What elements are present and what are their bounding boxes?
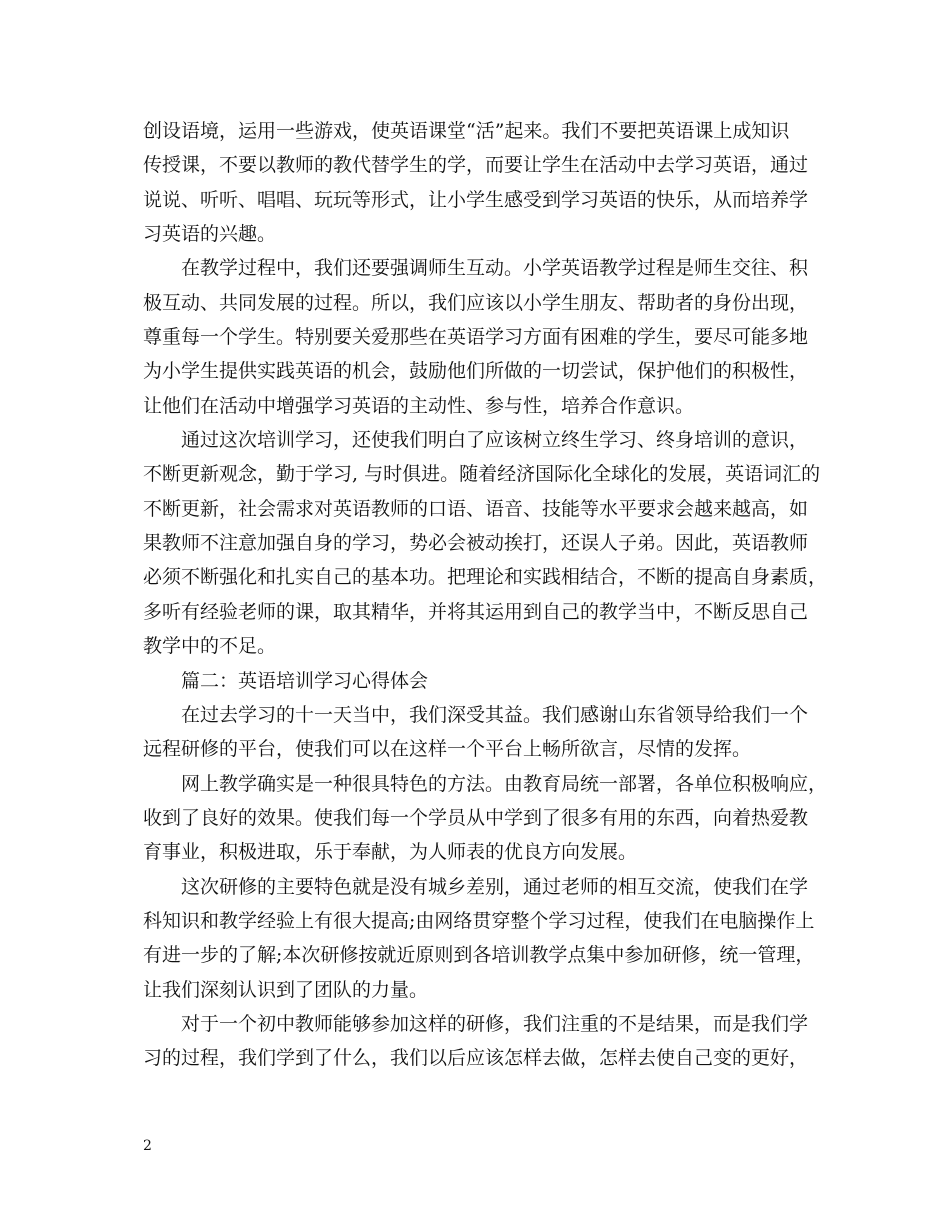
text-line: 科知识和教学经验上有很大提高;由网络贯穿整个学习过程，使我们在电脑操作上: [143, 909, 815, 932]
page-number: 2: [143, 1138, 152, 1154]
text-line: 篇二：英语培训学习心得体会: [181, 669, 429, 692]
text-line: 极互动、共同发展的过程。所以，我们应该以小学生朋友、帮助者的身份出现，: [143, 291, 809, 314]
text-line: 这次研修的主要特色就是没有城乡差别，通过老师的相互交流，使我们在学: [181, 875, 809, 898]
text-line: 收到了良好的效果。使我们每一个学员从中学到了很多有用的东西，向着热爱教: [143, 806, 809, 829]
text-line: 创设语境，运用一些游戏，使英语课堂“活”起来。我们不要把英语课上成知识: [143, 120, 790, 142]
text-line: 不断更新，社会需求对英语教师的口语、语音、技能等水平要求会越来越高，如: [143, 497, 809, 520]
text-line: 必须不断强化和扎实自己的基本功。把理论和实践相结合，不断的提高自身素质，: [143, 566, 828, 589]
text-line: 有进一步的了解;本次研修按就近原则到各培训教学点集中参加研修，统一管理，: [143, 944, 815, 967]
text-line: 习的过程，我们学到了什么，我们以后应该怎样去做，怎样去使自己变的更好，: [143, 1047, 809, 1070]
text-line: 远程研修的平台，使我们可以在这样一个平台上畅所欲言，尽情的发挥。: [143, 738, 752, 761]
text-line: 尊重每一个学生。特别要关爱那些在英语学习方面有困难的学生，要尽可能多地: [143, 326, 809, 349]
text-line: 教学中的不足。: [143, 635, 277, 658]
text-line: 传授课，不要以教师的教代替学生的学，而要让学生在活动中去学习英语，通过: [143, 154, 809, 177]
text-line: 在过去学习的十一天当中，我们深受其益。我们感谢山东省领导给我们一个: [181, 703, 809, 726]
text-line: 多听有经验老师的课，取其精华，并将其运用到自己的教学当中，不断反思自己: [143, 600, 809, 623]
text-line: 在教学过程中，我们还要强调师生互动。小学英语教学过程是师生交往、积: [181, 257, 809, 280]
text-line: 通过这次培训学习，还使我们明白了应该树立终生学习、终身培训的意识，: [181, 429, 809, 452]
text-line: 为小学生提供实践英语的机会，鼓励他们所做的一切尝试，保护他们的积极性，: [143, 360, 809, 383]
text-line: 不断更新观念，勤于学习, 与时俱进。随着经济国际化全球化的发展，英语词汇的: [143, 463, 821, 486]
text-line: 说说、听听、唱唱、玩玩等形式，让小学生感受到学习英语的快乐，从而培养学: [143, 188, 809, 211]
text-line: 习英语的兴趣。: [143, 223, 277, 246]
text-line: 网上教学确实是一种很具特色的方法。由教育局统一部署，各单位积极响应，: [181, 772, 828, 795]
text-line: 果教师不注意加强自身的学习，势必会被动挨打，还误人子弟。因此，英语教师: [143, 532, 809, 555]
text-line: 让我们深刻认识到了团队的力量。: [143, 978, 429, 1001]
text-line: 让他们在活动中增强学习英语的主动性、参与性，培养合作意识。: [143, 394, 695, 417]
document-body: [143, 114, 833, 1076]
text-line: 对于一个初中教师能够参加这样的研修，我们注重的不是结果，而是我们学: [181, 1012, 809, 1035]
text-line: 育事业，积极进取，乐于奉献，为人师表的优良方向发展。: [143, 841, 638, 864]
